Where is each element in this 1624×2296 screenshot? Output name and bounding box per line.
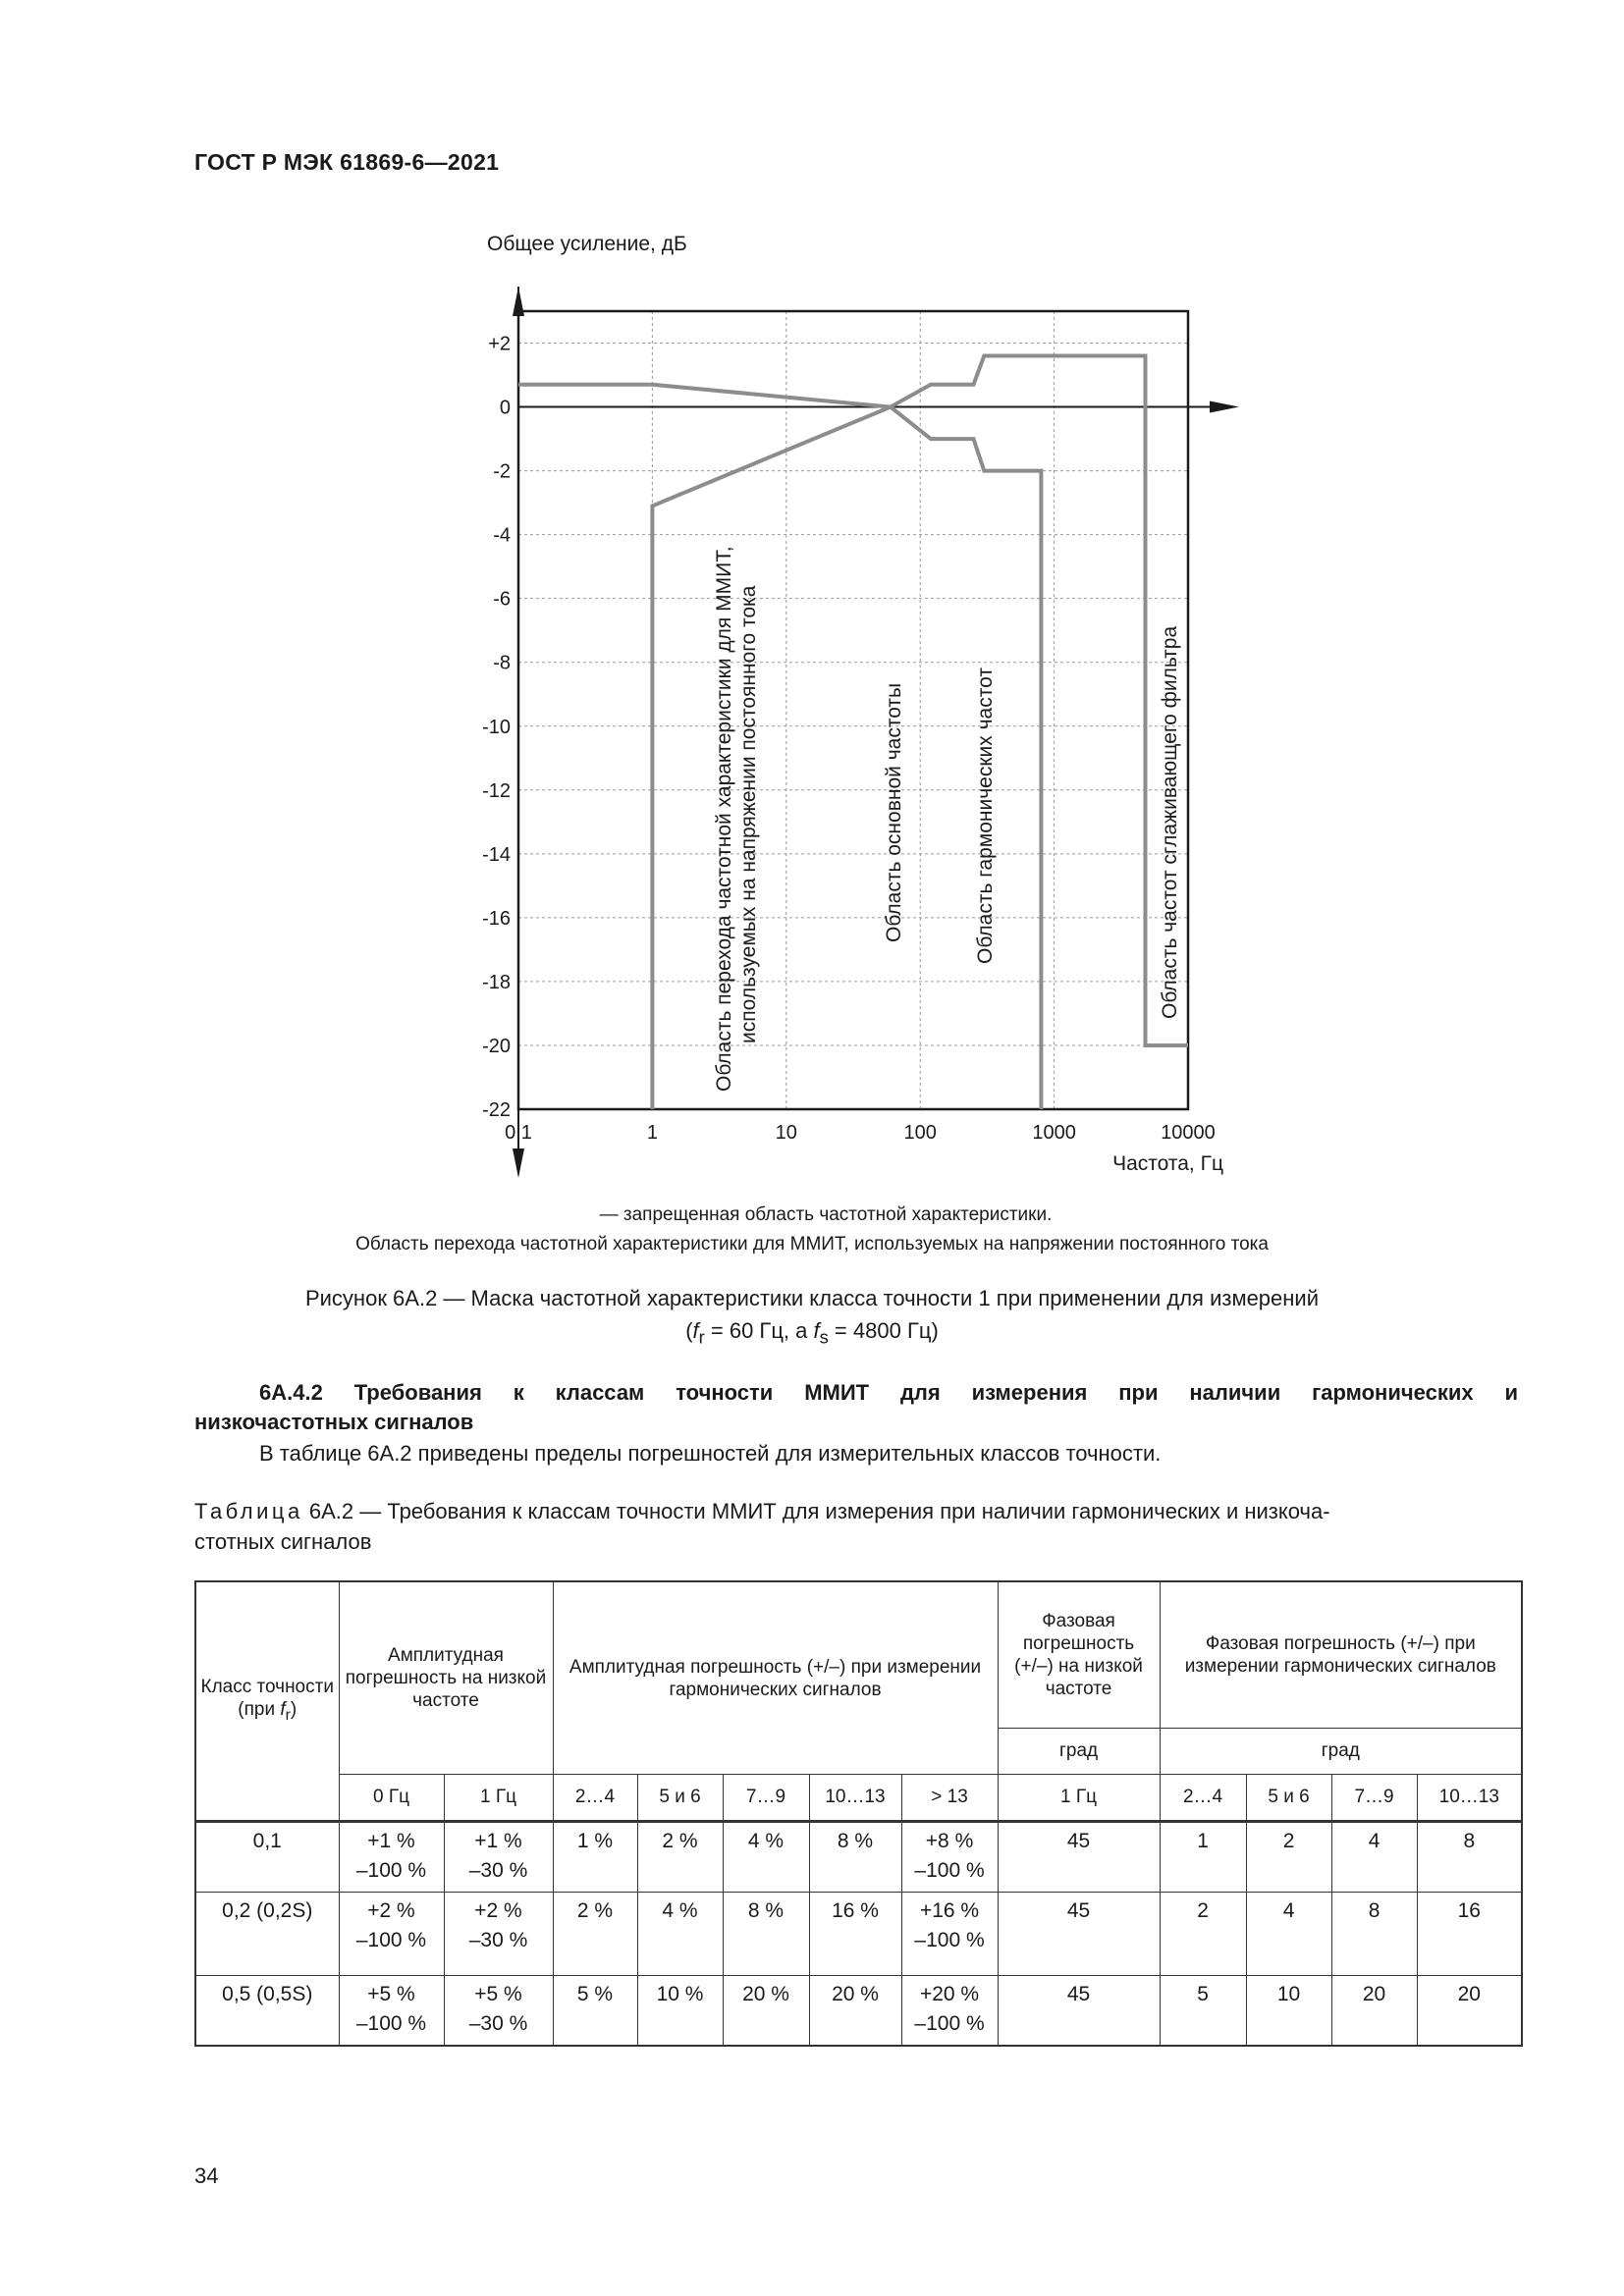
cell-value: +1 %: [474, 1830, 522, 1852]
y-tick-label: -8: [493, 652, 511, 674]
plot-frame: [518, 311, 1188, 1109]
table-row: [195, 1822, 1522, 1893]
figure-caption-line2: ($f_r = 60$ Гц, а $f_s = 4800$ Гц): [685, 1318, 939, 1348]
table-cell: [1160, 1822, 1246, 1893]
table-cell: [553, 1822, 637, 1893]
x-tick-labels: [505, 1122, 1216, 1144]
header-class: Класс точности (при $f_r$): [195, 1581, 339, 1822]
unit-deg-low: град: [998, 1729, 1160, 1775]
cell-value: 5: [1197, 1983, 1209, 2005]
region-label-transition-2: используемых на напряжении постоянного тока: [737, 585, 760, 1043]
y-tick-label: -16: [482, 907, 511, 930]
cell-value: 2: [1282, 1830, 1295, 1852]
table-cell: [1331, 1976, 1417, 2047]
table-cell: [195, 1976, 339, 2047]
y-tick-label: -4: [493, 524, 511, 547]
cell-value: +16 %: [919, 1899, 980, 1922]
y-tick-label: -20: [482, 1035, 511, 1057]
table-row: [195, 1976, 1522, 2047]
table-cell: [1246, 1822, 1331, 1893]
table-caption: Таблица 6А.2 — Требования к классам точности ММИТ для измерения при наличии гармонических и низкоча-: [194, 1499, 1330, 1523]
table-cell: [723, 1893, 809, 1976]
cell-value: 4 %: [747, 1830, 785, 1852]
figure-caption-line1: Рисунок 6А.2 — Маска частотной характеристики класса точности 1 при применении для измерений: [304, 1286, 1320, 1310]
table-cell: [1246, 1976, 1331, 2047]
header-amp-low: Амплитудная погрешность на низкой частоте: [339, 1581, 553, 1775]
figure-legend-line2: Область перехода частотной характеристики для ММИТ, используемых на напряжении постоянного тока: [355, 1234, 1269, 1255]
x-tick-label: 10000: [1161, 1122, 1216, 1144]
header-phase-harm: Фазовая погрешность (+/–) при измерении гармонических сигналов: [1160, 1581, 1522, 1729]
table-cell: [339, 1822, 444, 1893]
cell-value: 8: [1463, 1830, 1476, 1852]
table-cell: [339, 1976, 444, 2047]
table-cell: [1417, 1976, 1522, 2047]
x-tick-label: 100: [903, 1122, 937, 1144]
cell-value-lower: –100 %: [355, 1859, 427, 1882]
cell-value: +1 %: [367, 1830, 415, 1852]
cell-value: 1: [1197, 1830, 1209, 1852]
table-cell: [723, 1976, 809, 2047]
table-cell: [195, 1893, 339, 1976]
cell-value: 4: [1368, 1830, 1380, 1852]
table-cell: [1160, 1893, 1246, 1976]
cell-value: 5 %: [576, 1983, 614, 2005]
subheader-cell: 7…9: [723, 1775, 809, 1822]
x-axis-title: Частота, Гц: [1112, 1152, 1223, 1175]
table-cell: [553, 1893, 637, 1976]
table-cell: [1331, 1822, 1417, 1893]
region-label-harmonic: Область гармонических частот: [974, 667, 997, 964]
region-label-transition-1: Область перехода частотной характеристики для ММИТ,: [713, 546, 735, 1092]
table-cell: [637, 1822, 723, 1893]
subheader-cell: 5 и 6: [637, 1775, 723, 1822]
subheader-cell: 7…9: [1331, 1775, 1417, 1822]
cell-value: 45: [1066, 1983, 1091, 2005]
table-cell: [339, 1893, 444, 1976]
cell-value: 0,2 (0,2S): [222, 1899, 313, 1922]
cell-value-lower: –30 %: [468, 1859, 528, 1882]
subheader-cell: 2…4: [553, 1775, 637, 1822]
table-cell: [901, 1976, 998, 2047]
x-axis-arrow: [1210, 401, 1239, 413]
x-tick-label: 10: [775, 1122, 797, 1144]
cell-value-lower: –100 %: [914, 1929, 985, 1951]
table-row: [195, 1893, 1522, 1976]
cell-value: 1 %: [576, 1830, 614, 1852]
table-cell: [809, 1976, 901, 2047]
cell-value: 20: [1457, 1983, 1481, 2005]
cell-value: 2 %: [662, 1830, 698, 1852]
y-tick-label: -12: [482, 779, 511, 802]
cell-value: +2 %: [367, 1899, 415, 1922]
section-heading-cont: низкочастотных сигналов: [194, 1410, 474, 1434]
table-cell: [809, 1822, 901, 1893]
subheader-cell: 0 Гц: [339, 1775, 444, 1822]
subheader-cell: 2…4: [1160, 1775, 1246, 1822]
table-cell: [637, 1893, 723, 1976]
table-cell: [195, 1822, 339, 1893]
table-cell: [1160, 1976, 1246, 2047]
table-cell: [444, 1822, 553, 1893]
cell-value-lower: –30 %: [468, 1929, 528, 1951]
y-tick-label: 0: [499, 397, 511, 419]
cell-value-lower: –30 %: [468, 2012, 528, 2035]
y-tick-label: -2: [493, 460, 511, 483]
table-cell: [444, 1893, 553, 1976]
section-heading: 6А.4.2 Требования к классам точности ММИТ для измерения при наличии гармонических и: [259, 1380, 1518, 1405]
y-tick-label: -18: [482, 971, 511, 993]
table-caption-cont: стотных сигналов: [194, 1529, 372, 1554]
cell-value: +20 %: [919, 1983, 980, 2005]
x-tick-label: 0,1: [505, 1122, 532, 1144]
cell-value: 0,5 (0,5S): [222, 1983, 313, 2005]
table-cell: [809, 1893, 901, 1976]
cell-value: 20: [1362, 1983, 1386, 2005]
cell-value: +8 %: [925, 1830, 974, 1852]
cell-value: +2 %: [474, 1899, 522, 1922]
cell-value: 2: [1197, 1899, 1209, 1922]
section-paragraph: В таблице 6А.2 приведены пределы погрешностей для измерительных классов точности.: [259, 1441, 1162, 1466]
table-cell: [444, 1976, 553, 2047]
subheader-cell: 10…13: [809, 1775, 901, 1822]
y-tick-label: -22: [482, 1099, 511, 1121]
cell-value: +5 %: [474, 1983, 522, 2005]
table-cell: [1331, 1893, 1417, 1976]
cell-value-lower: –100 %: [914, 1859, 985, 1882]
cell-value: 0,1: [252, 1830, 282, 1852]
y-tick-labels: [482, 334, 511, 1121]
table-cell: [998, 1822, 1160, 1893]
table-cell: [1417, 1893, 1522, 1976]
cell-value: 8 %: [837, 1830, 874, 1852]
x-tick-label: 1000: [1032, 1122, 1076, 1144]
header-phase-low: Фазовая погрешность (+/–) на низкой частоте: [998, 1581, 1160, 1729]
cell-value: 10 %: [656, 1983, 704, 2005]
table-cell: [637, 1976, 723, 2047]
cell-value-lower: –100 %: [355, 2012, 427, 2035]
header-amp-harm: Амплитудная погрешность (+/–) при измерении гармонических сигналов: [553, 1581, 998, 1775]
cell-value: 20 %: [742, 1983, 789, 2005]
subheader-row: [195, 1775, 1522, 1822]
y-axis-arrow-down: [513, 1148, 524, 1178]
subheader-cell: 1 Гц: [998, 1775, 1160, 1822]
accuracy-requirements-table: [194, 1580, 1523, 2047]
table-cell: [998, 1976, 1160, 2047]
unit-deg-harm: град: [1160, 1729, 1522, 1775]
cell-value: 16: [1457, 1899, 1481, 1922]
cell-value-lower: –100 %: [355, 1929, 427, 1951]
cell-value: 16 %: [832, 1899, 879, 1922]
x-tick-label: 1: [646, 1122, 658, 1144]
cell-value: 45: [1066, 1899, 1091, 1922]
y-tick-label: -6: [493, 588, 511, 611]
y-tick-label: -10: [482, 716, 511, 738]
cell-value: 8: [1368, 1899, 1380, 1922]
cell-value: 45: [1066, 1830, 1091, 1852]
cell-value: 20 %: [832, 1983, 879, 2005]
cell-value: 10: [1276, 1983, 1301, 2005]
subheader-cell: 5 и 6: [1246, 1775, 1331, 1822]
cell-value: 4: [1282, 1899, 1295, 1922]
figure-legend-line1: — запрещенная область частотной характеристики.: [599, 1204, 1053, 1225]
document-header: ГОСТ Р МЭК 61869-6—2021: [194, 149, 500, 175]
page-number: 34: [194, 2163, 219, 2188]
table-cell: [901, 1893, 998, 1976]
subheader-cell: > 13: [901, 1775, 998, 1822]
y-axis-title: Общее усиление, дБ: [487, 233, 687, 255]
mask-line-upper-mask: [518, 356, 1188, 1046]
cell-value: 4 %: [662, 1899, 698, 1922]
region-label-filter: Область частот сглаживающего фильтра: [1159, 625, 1181, 1019]
table-cell: [901, 1822, 998, 1893]
subheader-cell: 1 Гц: [444, 1775, 553, 1822]
cell-value: 8 %: [747, 1899, 785, 1922]
chart-grid: [518, 311, 1188, 1109]
cell-value: +5 %: [367, 1983, 415, 2005]
table-cell: [723, 1822, 809, 1893]
table-cell: [1246, 1893, 1331, 1976]
y-axis-arrow-up: [513, 287, 524, 316]
table-cell: [553, 1976, 637, 2047]
table-cell: [998, 1893, 1160, 1976]
y-tick-label: -14: [482, 843, 511, 866]
table-cell: [1417, 1822, 1522, 1893]
cell-value: 2 %: [576, 1899, 614, 1922]
table-body: [195, 1822, 1522, 2047]
region-label-fundamental: Область основной частоты: [883, 682, 905, 942]
y-tick-label: +2: [488, 333, 511, 355]
subheader-cell: 10…13: [1417, 1775, 1522, 1822]
mask-lines: [518, 356, 1188, 1110]
cell-value-lower: –100 %: [914, 2012, 985, 2035]
chart-axes: [513, 287, 1239, 1178]
